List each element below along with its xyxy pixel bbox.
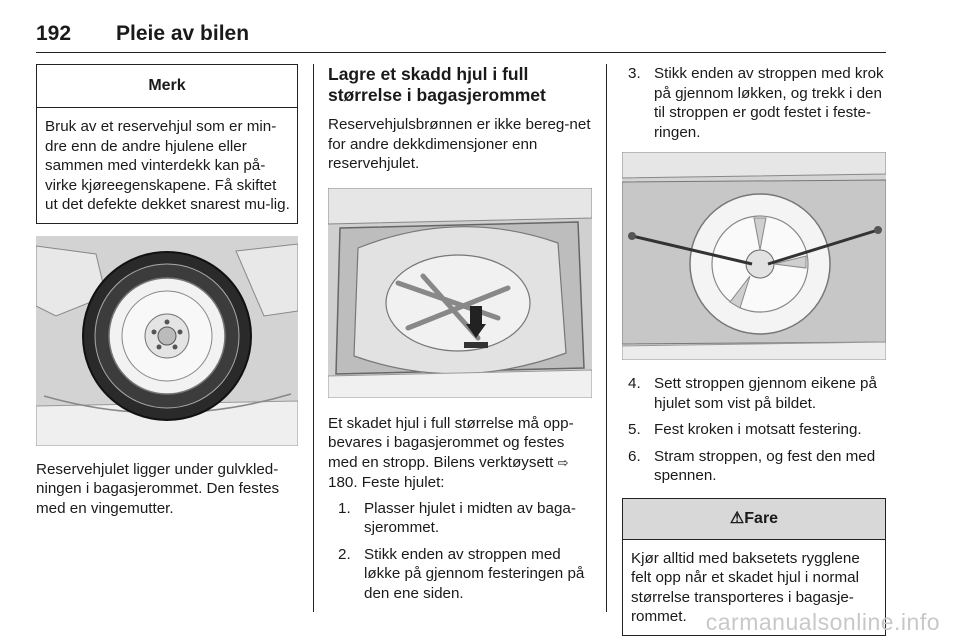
list-item: 6. Stram stroppen, og fest den med spennen.: [628, 447, 876, 484]
warning-heading: ⚠Fare: [623, 499, 885, 540]
strapped-wheel-illustration: [622, 152, 886, 360]
reference-link[interactable]: 180: [328, 474, 354, 491]
watermark: carmanualsonline.info: [705, 609, 940, 635]
page-number: 192: [36, 22, 72, 45]
intro-paragraph: Reservehjulsbrønnen er ikke bereg-net for andre dekkdimensjoner enn reservehjulet.: [328, 116, 591, 172]
list-item: 5. Fest kroken i motsatt festering.: [628, 421, 862, 438]
list-item: 1. Plasser hjulet i midten av baga-sjerommet.: [338, 499, 576, 536]
column-left: [36, 64, 298, 518]
warning-text: Kjør alltid med baksetets rygglene felt opp når et skadet hjul i normal størrelse transporteres i bagasje-rommet.: [631, 549, 860, 625]
section-heading: Lagre et skadd hjul i full størrelse i bagasjerommet: [328, 64, 546, 105]
storage-paragraph: Et skadet hjul i full størrelse må opp-bevares i bagasjerommet og festes med en stropp. Bilens verktøysett ⇨ 180. Feste hjulet:: [328, 414, 574, 491]
spare-wheel-well-empty-illustration: [328, 188, 592, 398]
list-item: 4. Sett stroppen gjennom eikene på hjulet som vist på bildet.: [628, 375, 877, 412]
page-title: Pleie av bilen: [116, 22, 250, 45]
note-text: Bruk av et reservehjul som er min-dre enn de andre hjulene eller sammen med vinterdekk kan på-virke kjøreegenskapene. Få skiftet ut det defekte dekket snarest mu-lig.: [45, 118, 290, 213]
steps-list-final: [622, 374, 886, 486]
column-right: [622, 64, 886, 636]
reference-arrow-icon: ⇨: [557, 455, 569, 471]
list-item: 3. Stikk enden av stroppen med krok på gjennom løkken, og trekk i den til stroppen er godt festet i feste-ringen.: [628, 65, 884, 141]
column-divider: [606, 64, 607, 612]
list-item: 2. Stikk enden av stroppen med løkke på gjennom festeringen på den ene siden.: [338, 545, 585, 602]
note-box: [36, 64, 298, 224]
spare-wheel-caption: Reservehjulet ligger under gulvkled-ningen i bagasjerommet. Den festes med en vingemutter.: [36, 460, 280, 517]
column-middle: [328, 64, 592, 603]
steps-list-continued: [622, 64, 886, 142]
note-heading: Merk: [37, 65, 297, 108]
page-header: [36, 22, 886, 53]
steps-list: [328, 499, 592, 604]
spare-wheel-well-illustration: [36, 236, 298, 446]
warning-icon: ⚠: [729, 509, 745, 527]
column-divider: [313, 64, 314, 612]
